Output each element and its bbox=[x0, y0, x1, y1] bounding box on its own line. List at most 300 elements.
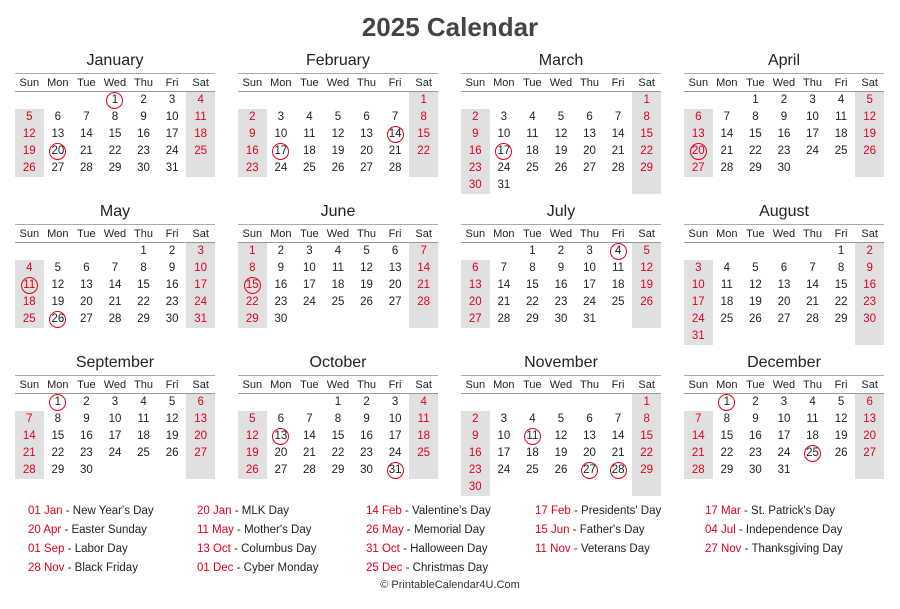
weekday-label: Sun bbox=[15, 226, 44, 243]
day-cell: 16 bbox=[749, 430, 762, 442]
weekday-label: Mon bbox=[490, 377, 519, 394]
day-cell: 1 bbox=[632, 394, 661, 411]
empty-cell bbox=[295, 92, 324, 109]
day-cell: 15 bbox=[720, 430, 734, 442]
empty-cell bbox=[798, 160, 827, 177]
day-cell: 14 bbox=[303, 430, 316, 442]
empty-cell bbox=[547, 92, 576, 109]
day-cell: 12 bbox=[51, 279, 65, 291]
day-cell: 12 bbox=[554, 430, 568, 442]
day-cell: 5 bbox=[752, 262, 759, 274]
holiday-item bbox=[366, 559, 488, 578]
empty-cell bbox=[129, 462, 158, 479]
day-cell: 3 bbox=[809, 94, 816, 106]
holiday-day-cell: 31 bbox=[381, 462, 410, 479]
day-cell: 14 bbox=[15, 428, 44, 445]
empty-cell bbox=[518, 177, 547, 194]
day-cell: 30 bbox=[165, 313, 179, 325]
day-cell: 28 bbox=[108, 313, 122, 325]
holiday-item bbox=[535, 521, 645, 540]
day-cell: 17 bbox=[186, 277, 215, 294]
day-cell: 24 bbox=[583, 296, 596, 308]
month-divider bbox=[15, 73, 215, 74]
holiday-name: Columbus Day bbox=[241, 543, 317, 555]
weekday-label: Thu bbox=[129, 226, 158, 243]
day-cell: 28 bbox=[15, 462, 44, 479]
weekday-label: Mon bbox=[490, 226, 519, 243]
empty-cell bbox=[267, 394, 296, 411]
holiday-name: Thanksgiving Day bbox=[751, 543, 843, 555]
day-cell: 7 bbox=[684, 411, 713, 428]
day-cell: 16 bbox=[360, 430, 373, 442]
holiday-name: Valentine's Day bbox=[412, 505, 491, 517]
day-cell: 2 bbox=[83, 396, 90, 408]
day-cell: 5 bbox=[334, 111, 342, 123]
holiday-date: 25 Dec bbox=[366, 562, 403, 574]
weekday-label: Sun bbox=[684, 377, 713, 394]
weekday-label: Wed bbox=[547, 377, 576, 394]
day-cell: 27 bbox=[461, 311, 490, 328]
day-cell: 30 bbox=[360, 464, 373, 476]
day-cell: 25 bbox=[303, 162, 316, 174]
month-name: February bbox=[305, 52, 371, 69]
day-cell: 13 bbox=[855, 411, 884, 428]
weekday-label: Thu bbox=[575, 377, 604, 394]
day-cell: 3 bbox=[500, 413, 508, 425]
day-cell: 9 bbox=[277, 262, 285, 274]
day-cell: 26 bbox=[238, 462, 267, 479]
footer-credit: © PrintableCalendar4U.Com bbox=[380, 579, 520, 591]
day-cell: 2 bbox=[855, 243, 884, 260]
empty-cell bbox=[324, 311, 353, 328]
day-cell: 3 bbox=[306, 245, 313, 257]
empty-cell bbox=[518, 92, 547, 109]
month-name: April bbox=[767, 52, 800, 69]
holiday-day-cell: 4 bbox=[604, 243, 633, 260]
day-cell: 12 bbox=[834, 413, 848, 425]
day-cell: 1 bbox=[632, 92, 661, 109]
day-cell: 28 bbox=[806, 313, 819, 325]
day-cell: 13 bbox=[80, 279, 93, 291]
empty-cell bbox=[798, 462, 827, 479]
weekday-label: Wed bbox=[101, 377, 130, 394]
holiday-day-cell: 20 bbox=[44, 143, 73, 160]
day-cell: 18 bbox=[186, 126, 215, 143]
holiday-day-cell: 25 bbox=[798, 445, 827, 462]
holiday-separator: - bbox=[64, 562, 75, 574]
day-cell: 12 bbox=[855, 109, 884, 126]
day-cell: 27 bbox=[684, 160, 713, 177]
holiday-separator: - bbox=[230, 543, 242, 555]
day-cell: 7 bbox=[614, 413, 622, 425]
day-cell: 15 bbox=[632, 428, 661, 445]
empty-cell bbox=[855, 328, 884, 345]
holiday-day-cell: 1 bbox=[44, 394, 73, 411]
empty-cell bbox=[15, 394, 44, 411]
weekday-label: Wed bbox=[770, 75, 799, 92]
day-cell: 13 bbox=[583, 430, 596, 442]
weekday-label: Tue bbox=[72, 75, 101, 92]
day-cell: 10 bbox=[303, 262, 316, 274]
day-cell: 18 bbox=[720, 296, 734, 308]
holiday-item bbox=[197, 540, 317, 559]
day-cell: 18 bbox=[137, 430, 150, 442]
day-cell: 6 bbox=[83, 262, 90, 274]
day-cell: 28 bbox=[497, 313, 511, 325]
empty-cell bbox=[186, 160, 215, 177]
weekday-label: Sat bbox=[409, 75, 438, 92]
empty-cell bbox=[547, 177, 576, 194]
day-cell: 24 bbox=[186, 294, 215, 311]
day-cell: 10 bbox=[777, 413, 791, 425]
day-cell: 28 bbox=[409, 294, 438, 311]
day-cell: 3 bbox=[500, 111, 508, 123]
holiday-date: 14 Feb bbox=[366, 505, 402, 517]
day-cell: 12 bbox=[331, 128, 345, 140]
day-cell: 3 bbox=[277, 111, 285, 123]
day-cell: 6 bbox=[186, 394, 215, 411]
day-cell: 17 bbox=[165, 128, 179, 140]
month-divider bbox=[461, 224, 661, 225]
holiday-day-cell: 15 bbox=[238, 277, 267, 294]
day-cell: 27 bbox=[777, 313, 791, 325]
day-cell: 13 bbox=[583, 128, 596, 140]
empty-cell bbox=[44, 243, 73, 260]
empty-cell bbox=[490, 243, 519, 260]
day-cell: 22 bbox=[526, 296, 539, 308]
holiday-separator: - bbox=[741, 543, 752, 555]
day-cell: 19 bbox=[855, 126, 884, 143]
weekday-label: Tue bbox=[72, 377, 101, 394]
day-cell: 13 bbox=[777, 279, 791, 291]
day-cell: 6 bbox=[54, 111, 62, 123]
day-cell: 24 bbox=[806, 145, 819, 157]
empty-cell bbox=[827, 462, 856, 479]
empty-cell bbox=[101, 243, 130, 260]
day-cell: 8 bbox=[54, 413, 62, 425]
day-cell: 9 bbox=[557, 262, 565, 274]
holiday-separator: - bbox=[62, 505, 73, 517]
day-cell: 17 bbox=[684, 294, 713, 311]
day-cell: 13 bbox=[461, 277, 490, 294]
day-cell: 27 bbox=[388, 296, 402, 308]
empty-cell bbox=[72, 243, 101, 260]
day-cell: 12 bbox=[238, 428, 267, 445]
day-cell: 21 bbox=[611, 447, 625, 459]
holiday-item bbox=[366, 540, 487, 559]
day-cell: 29 bbox=[137, 313, 150, 325]
day-cell: 6 bbox=[684, 109, 713, 126]
empty-cell bbox=[632, 311, 661, 328]
day-cell: 21 bbox=[806, 296, 819, 308]
day-cell: 20 bbox=[583, 145, 596, 157]
day-cell: 31 bbox=[777, 464, 791, 476]
day-cell: 27 bbox=[80, 313, 93, 325]
weekday-label: Sun bbox=[15, 75, 44, 92]
day-cell: 5 bbox=[855, 92, 884, 109]
holiday-date: 01 Sep bbox=[28, 543, 65, 555]
day-cell: 5 bbox=[557, 413, 565, 425]
holiday-separator: - bbox=[231, 505, 242, 517]
day-cell: 30 bbox=[274, 313, 288, 325]
month-name: June bbox=[320, 203, 356, 220]
weekday-label: Thu bbox=[352, 377, 381, 394]
day-cell: 14 bbox=[611, 128, 625, 140]
empty-cell bbox=[490, 479, 519, 496]
day-cell: 17 bbox=[583, 279, 596, 291]
day-cell: 2 bbox=[461, 411, 490, 428]
empty-cell bbox=[575, 92, 604, 109]
month-divider bbox=[684, 375, 884, 376]
weekday-label: Wed bbox=[101, 226, 130, 243]
day-cell: 15 bbox=[409, 126, 438, 143]
holiday-date: 01 Dec bbox=[197, 562, 234, 574]
day-cell: 29 bbox=[834, 313, 848, 325]
holiday-item bbox=[705, 540, 843, 559]
day-cell: 28 bbox=[684, 462, 713, 479]
weekday-label: Fri bbox=[827, 75, 856, 92]
holiday-name: Veterans Day bbox=[580, 543, 650, 555]
weekday-label: Sat bbox=[855, 75, 884, 92]
weekday-label: Tue bbox=[295, 377, 324, 394]
day-cell: 24 bbox=[165, 145, 179, 157]
day-cell: 10 bbox=[684, 277, 713, 294]
day-cell: 9 bbox=[140, 111, 147, 123]
day-cell: 1 bbox=[409, 92, 438, 109]
holiday-date: 15 Jun bbox=[535, 524, 570, 536]
weekday-label: Thu bbox=[129, 377, 158, 394]
day-cell: 8 bbox=[723, 413, 731, 425]
day-cell: 19 bbox=[238, 445, 267, 462]
day-cell: 19 bbox=[632, 277, 661, 294]
day-cell: 7 bbox=[500, 262, 508, 274]
month-grid bbox=[461, 226, 661, 328]
holiday-day-cell: 11 bbox=[15, 277, 44, 294]
empty-cell bbox=[238, 92, 267, 109]
holiday-date: 28 Nov bbox=[28, 562, 65, 574]
day-cell: 20 bbox=[461, 294, 490, 311]
empty-cell bbox=[324, 92, 353, 109]
day-cell: 3 bbox=[391, 396, 399, 408]
holiday-separator: - bbox=[403, 524, 414, 536]
holiday-name: Cyber Monday bbox=[243, 562, 319, 574]
empty-cell bbox=[409, 160, 438, 177]
empty-cell bbox=[409, 311, 438, 328]
day-cell: 8 bbox=[632, 109, 661, 126]
holiday-date: 04 Jul bbox=[705, 524, 736, 536]
empty-cell bbox=[238, 394, 267, 411]
day-cell: 22 bbox=[331, 447, 345, 459]
day-cell: 17 bbox=[497, 447, 511, 459]
day-cell: 27 bbox=[274, 464, 288, 476]
empty-cell bbox=[770, 243, 799, 260]
day-cell: 29 bbox=[720, 464, 734, 476]
day-cell: 20 bbox=[388, 279, 402, 291]
day-cell: 20 bbox=[80, 296, 93, 308]
empty-cell bbox=[632, 177, 661, 194]
day-cell: 9 bbox=[780, 111, 788, 123]
empty-cell bbox=[684, 394, 713, 411]
day-cell: 25 bbox=[331, 296, 345, 308]
day-cell: 15 bbox=[749, 128, 762, 140]
weekday-label: Wed bbox=[547, 75, 576, 92]
holiday-name: Christmas Day bbox=[412, 562, 489, 574]
holiday-separator: - bbox=[233, 562, 244, 574]
month-divider bbox=[238, 73, 438, 74]
day-cell: 30 bbox=[777, 162, 791, 174]
day-cell: 21 bbox=[409, 277, 438, 294]
empty-cell bbox=[461, 394, 490, 411]
day-cell: 25 bbox=[526, 464, 539, 476]
month-divider bbox=[461, 73, 661, 74]
weekday-label: Tue bbox=[741, 75, 770, 92]
empty-cell bbox=[604, 92, 633, 109]
holiday-day-cell: 28 bbox=[604, 462, 633, 479]
day-cell: 26 bbox=[15, 160, 44, 177]
month-january bbox=[15, 49, 215, 177]
day-cell: 17 bbox=[388, 430, 402, 442]
day-cell: 19 bbox=[834, 430, 848, 442]
weekday-label: Sat bbox=[186, 377, 215, 394]
day-cell: 6 bbox=[780, 262, 788, 274]
empty-cell bbox=[604, 479, 633, 496]
day-cell: 15 bbox=[526, 279, 539, 291]
day-cell: 21 bbox=[388, 145, 402, 157]
day-cell: 8 bbox=[409, 109, 438, 126]
day-cell: 30 bbox=[80, 464, 93, 476]
day-cell: 20 bbox=[855, 428, 884, 445]
weekday-label: Fri bbox=[381, 75, 410, 92]
holiday-item bbox=[28, 502, 154, 521]
day-cell: 3 bbox=[684, 260, 713, 277]
holiday-date: 27 Nov bbox=[705, 543, 742, 555]
day-cell: 29 bbox=[749, 162, 762, 174]
day-cell: 24 bbox=[497, 464, 511, 476]
month-grid bbox=[15, 377, 215, 479]
day-cell: 9 bbox=[363, 413, 370, 425]
day-cell: 18 bbox=[526, 447, 539, 459]
day-cell: 29 bbox=[632, 462, 661, 479]
day-cell: 4 bbox=[529, 413, 536, 425]
weekday-label: Mon bbox=[490, 75, 519, 92]
weekday-label: Mon bbox=[44, 75, 73, 92]
day-cell: 24 bbox=[388, 447, 402, 459]
weekday-label: Fri bbox=[827, 226, 856, 243]
day-cell: 23 bbox=[554, 296, 568, 308]
weekday-label: Sun bbox=[238, 226, 267, 243]
day-cell: 5 bbox=[557, 111, 565, 123]
day-cell: 30 bbox=[855, 311, 884, 328]
holiday-row bbox=[28, 540, 888, 559]
empty-cell bbox=[741, 243, 770, 260]
day-cell: 10 bbox=[186, 260, 215, 277]
month-divider bbox=[15, 224, 215, 225]
day-cell: 18 bbox=[303, 145, 316, 157]
day-cell: 20 bbox=[583, 447, 596, 459]
empty-cell bbox=[604, 311, 633, 328]
day-cell: 11 bbox=[186, 109, 215, 126]
weekday-label: Sun bbox=[461, 75, 490, 92]
day-cell: 11 bbox=[612, 262, 625, 274]
day-cell: 3 bbox=[186, 243, 215, 260]
empty-cell bbox=[44, 92, 73, 109]
day-cell: 14 bbox=[720, 128, 734, 140]
day-cell: 23 bbox=[137, 145, 150, 157]
day-cell: 21 bbox=[720, 145, 734, 157]
month-grid bbox=[461, 75, 661, 194]
day-cell: 6 bbox=[855, 394, 884, 411]
month-grid bbox=[15, 226, 215, 328]
day-cell: 25 bbox=[834, 145, 848, 157]
empty-cell bbox=[352, 311, 381, 328]
weekday-label: Fri bbox=[604, 377, 633, 394]
day-cell: 18 bbox=[331, 279, 345, 291]
day-cell: 27 bbox=[360, 162, 373, 174]
day-cell: 11 bbox=[720, 279, 733, 291]
month-divider bbox=[15, 375, 215, 376]
day-cell: 5 bbox=[54, 262, 62, 274]
weekday-label: Thu bbox=[798, 377, 827, 394]
holiday-day-cell: 27 bbox=[575, 462, 604, 479]
holiday-separator: - bbox=[401, 505, 413, 517]
day-cell: 27 bbox=[186, 445, 215, 462]
day-cell: 8 bbox=[334, 413, 342, 425]
day-cell: 30 bbox=[137, 162, 150, 174]
day-cell: 26 bbox=[632, 294, 661, 311]
day-cell: 21 bbox=[15, 445, 44, 462]
weekday-label: Tue bbox=[295, 226, 324, 243]
empty-cell bbox=[770, 328, 799, 345]
holiday-separator: - bbox=[402, 562, 413, 574]
day-cell: 24 bbox=[777, 447, 791, 459]
weekday-label: Thu bbox=[575, 75, 604, 92]
weekday-label: Sun bbox=[238, 75, 267, 92]
day-cell: 23 bbox=[749, 447, 762, 459]
weekday-label: Fri bbox=[604, 75, 633, 92]
day-cell: 1 bbox=[529, 245, 536, 257]
day-cell: 8 bbox=[140, 262, 147, 274]
day-cell: 12 bbox=[554, 128, 568, 140]
day-cell: 14 bbox=[108, 279, 122, 291]
day-cell: 11 bbox=[409, 411, 438, 428]
holiday-name: Labor Day bbox=[74, 543, 128, 555]
day-cell: 10 bbox=[388, 413, 402, 425]
weekday-label: Wed bbox=[324, 226, 353, 243]
day-cell: 21 bbox=[108, 296, 122, 308]
empty-cell bbox=[575, 479, 604, 496]
day-cell: 15 bbox=[108, 128, 122, 140]
day-cell: 10 bbox=[165, 111, 179, 123]
weekday-label: Sat bbox=[632, 377, 661, 394]
holiday-name: St. Patrick's Day bbox=[751, 505, 836, 517]
holiday-date: 20 Apr bbox=[28, 524, 62, 536]
empty-cell bbox=[604, 177, 633, 194]
holiday-name: Easter Sunday bbox=[71, 524, 147, 536]
empty-cell bbox=[352, 92, 381, 109]
weekday-label: Sat bbox=[186, 75, 215, 92]
month-grid bbox=[684, 226, 884, 345]
day-cell: 26 bbox=[554, 162, 568, 174]
day-cell: 13 bbox=[51, 128, 65, 140]
day-cell: 19 bbox=[554, 447, 568, 459]
holiday-day-cell: 17 bbox=[267, 143, 296, 160]
day-cell: 1 bbox=[752, 94, 759, 106]
weekday-label: Mon bbox=[713, 75, 742, 92]
weekday-label: Fri bbox=[158, 226, 187, 243]
holiday-item bbox=[197, 521, 311, 540]
holiday-separator: - bbox=[233, 524, 245, 536]
day-cell: 3 bbox=[780, 396, 788, 408]
